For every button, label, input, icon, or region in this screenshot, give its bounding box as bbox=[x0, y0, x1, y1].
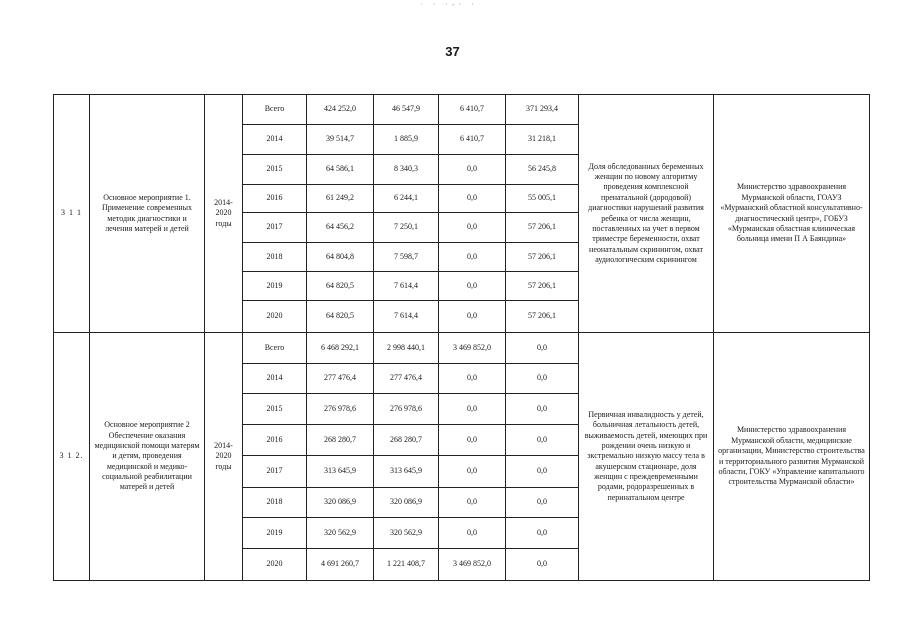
scan-artifact: · ‧ ·-‧ · bbox=[420, 0, 478, 9]
year-cell: 2020 bbox=[243, 301, 307, 333]
activity-indicator: Доля обследованных беременных женщин по новому алгоритму проведения комплексной пренатальной (дородовой) диагностики нарушений развития ребенка от числа женщин, поставленных на учет в первом триместре беременности, охват неонатальным скринингом, охват аудиологическим скринингом bbox=[579, 95, 714, 333]
other-funding-cell: 31 218,1 bbox=[506, 125, 579, 155]
year-cell: 2017 bbox=[243, 456, 307, 488]
total-funding-cell: 6 468 292,1 bbox=[307, 333, 374, 364]
other-funding-cell: 0,0 bbox=[506, 364, 579, 394]
year-cell: 2017 bbox=[243, 213, 307, 243]
total-funding-cell: 424 252,0 bbox=[307, 95, 374, 125]
total-funding-cell: 39 514,7 bbox=[307, 125, 374, 155]
activity-number: 3 1 1 bbox=[54, 95, 90, 333]
federal-funding-cell: 268 280,7 bbox=[374, 425, 439, 456]
regional-funding-cell: 3 469 852,0 bbox=[439, 549, 506, 581]
table-row bbox=[54, 333, 870, 364]
year-cell: 2020 bbox=[243, 549, 307, 581]
year-cell: 2015 bbox=[243, 394, 307, 425]
year-cell: Всего bbox=[243, 333, 307, 364]
federal-funding-cell: 2 998 440,1 bbox=[374, 333, 439, 364]
other-funding-cell: 57 206,1 bbox=[506, 213, 579, 243]
regional-funding-cell: 0,0 bbox=[439, 155, 506, 185]
other-funding-cell: 56 245,8 bbox=[506, 155, 579, 185]
page-number: 37 bbox=[445, 44, 460, 59]
activity-period: 2014-2020 годы bbox=[205, 95, 243, 333]
year-cell: 2019 bbox=[243, 272, 307, 301]
activity-number: 3 1 2. bbox=[54, 333, 90, 581]
federal-funding-cell: 320 562,9 bbox=[374, 518, 439, 549]
federal-funding-cell: 277 476,4 bbox=[374, 364, 439, 394]
federal-funding-cell: 1 885,9 bbox=[374, 125, 439, 155]
federal-funding-cell: 7 250,1 bbox=[374, 213, 439, 243]
regional-funding-cell: 0,0 bbox=[439, 272, 506, 301]
total-funding-cell: 61 249,2 bbox=[307, 185, 374, 213]
regional-funding-cell: 0,0 bbox=[439, 364, 506, 394]
year-cell: 2014 bbox=[243, 364, 307, 394]
year-cell: 2016 bbox=[243, 185, 307, 213]
year-cell: 2018 bbox=[243, 243, 307, 272]
activity-name: Основное мероприятие 1. Применение современных методик диагностики и лечения матерей и детей bbox=[90, 95, 205, 333]
other-funding-cell: 0,0 bbox=[506, 488, 579, 518]
regional-funding-cell: 6 410,7 bbox=[439, 125, 506, 155]
regional-funding-cell: 0,0 bbox=[439, 394, 506, 425]
other-funding-cell: 0,0 bbox=[506, 333, 579, 364]
activity-name: Основное мероприятие 2 Обеспечение оказания медицинской помощи матерям и детям, проведения медицинской и медико-социальной реабилитации матерей и детей bbox=[90, 333, 205, 581]
regional-funding-cell: 0,0 bbox=[439, 518, 506, 549]
federal-funding-cell: 8 340,3 bbox=[374, 155, 439, 185]
other-funding-cell: 55 005,1 bbox=[506, 185, 579, 213]
total-funding-cell: 4 691 260,7 bbox=[307, 549, 374, 581]
federal-funding-cell: 46 547,9 bbox=[374, 95, 439, 125]
total-funding-cell: 64 456,2 bbox=[307, 213, 374, 243]
regional-funding-cell: 0,0 bbox=[439, 185, 506, 213]
activity-executor: Министерство здравоохранения Мурманской области, медицинские организации, Министерство строительства и территориального развития Мурманской области, ГОКУ «Управление капитального строительства Мурманской области» bbox=[714, 333, 870, 581]
year-cell: Всего bbox=[243, 95, 307, 125]
total-funding-cell: 277 476,4 bbox=[307, 364, 374, 394]
year-cell: 2019 bbox=[243, 518, 307, 549]
regional-funding-cell: 0,0 bbox=[439, 213, 506, 243]
regional-funding-cell: 0,0 bbox=[439, 488, 506, 518]
other-funding-cell: 0,0 bbox=[506, 549, 579, 581]
year-cell: 2015 bbox=[243, 155, 307, 185]
total-funding-cell: 268 280,7 bbox=[307, 425, 374, 456]
other-funding-cell: 0,0 bbox=[506, 456, 579, 488]
total-funding-cell: 64 804,8 bbox=[307, 243, 374, 272]
program-activities-table bbox=[53, 94, 870, 581]
other-funding-cell: 57 206,1 bbox=[506, 272, 579, 301]
activity-executor: Министерство здравоохранения Мурманской области, ГОАУЗ «Мурманский областной консультативно-диагностический центр», ГОБУЗ «Мурманская областная клиническая больница имени П А Баяндина» bbox=[714, 95, 870, 333]
federal-funding-cell: 7 598,7 bbox=[374, 243, 439, 272]
federal-funding-cell: 320 086,9 bbox=[374, 488, 439, 518]
table-body bbox=[54, 95, 870, 581]
other-funding-cell: 0,0 bbox=[506, 518, 579, 549]
year-cell: 2016 bbox=[243, 425, 307, 456]
federal-funding-cell: 1 221 408,7 bbox=[374, 549, 439, 581]
activity-period: 2014-2020 годы bbox=[205, 333, 243, 581]
regional-funding-cell: 3 469 852,0 bbox=[439, 333, 506, 364]
total-funding-cell: 64 820,5 bbox=[307, 301, 374, 333]
federal-funding-cell: 6 244,1 bbox=[374, 185, 439, 213]
total-funding-cell: 64 586,1 bbox=[307, 155, 374, 185]
federal-funding-cell: 7 614,4 bbox=[374, 272, 439, 301]
regional-funding-cell: 0,0 bbox=[439, 243, 506, 272]
year-cell: 2014 bbox=[243, 125, 307, 155]
regional-funding-cell: 0,0 bbox=[439, 425, 506, 456]
total-funding-cell: 313 645,9 bbox=[307, 456, 374, 488]
table-row bbox=[54, 95, 870, 125]
other-funding-cell: 57 206,1 bbox=[506, 301, 579, 333]
other-funding-cell: 371 293,4 bbox=[506, 95, 579, 125]
activity-indicator: Первичная инвалидность у детей, больничная летальность детей, выживаемость детей, имеющих при рождении очень низкую и экстремально низкую массу тела в акушерском стационаре, доля женщин с преждевременными родами, родоразрешенных в перинатальном центре bbox=[579, 333, 714, 581]
federal-funding-cell: 313 645,9 bbox=[374, 456, 439, 488]
regional-funding-cell: 0,0 bbox=[439, 301, 506, 333]
regional-funding-cell: 0,0 bbox=[439, 456, 506, 488]
total-funding-cell: 320 086,9 bbox=[307, 488, 374, 518]
year-cell: 2018 bbox=[243, 488, 307, 518]
federal-funding-cell: 7 614,4 bbox=[374, 301, 439, 333]
total-funding-cell: 320 562,9 bbox=[307, 518, 374, 549]
other-funding-cell: 0,0 bbox=[506, 394, 579, 425]
federal-funding-cell: 276 978,6 bbox=[374, 394, 439, 425]
total-funding-cell: 276 978,6 bbox=[307, 394, 374, 425]
total-funding-cell: 64 820,5 bbox=[307, 272, 374, 301]
regional-funding-cell: 6 410,7 bbox=[439, 95, 506, 125]
other-funding-cell: 57 206,1 bbox=[506, 243, 579, 272]
other-funding-cell: 0,0 bbox=[506, 425, 579, 456]
